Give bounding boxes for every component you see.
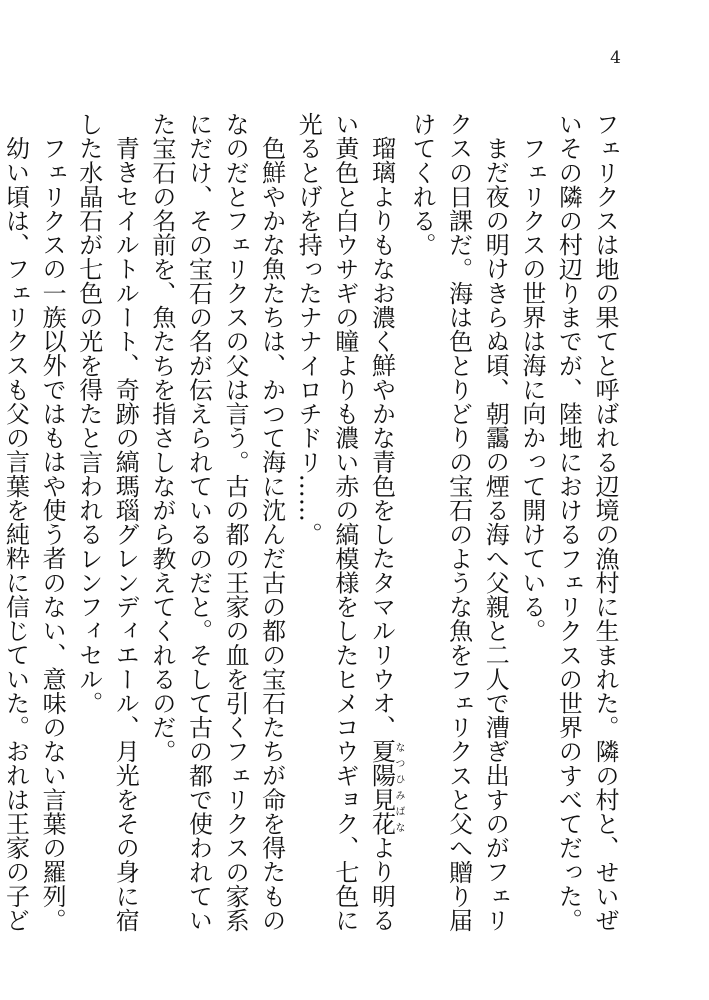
ruby-annotation: [367, 739, 404, 836]
vertical-text-body: [0, 112, 623, 952]
paragraph: [290, 112, 404, 952]
paragraph: [550, 112, 623, 952]
paragraph: [143, 112, 289, 952]
text-segment: 瑠璃よりもなお濃く鮮やかな青色をしたタマルリウオ、: [367, 136, 396, 739]
paragraph: [513, 112, 550, 952]
ruby-base: 夏陽見花: [367, 739, 396, 836]
text-segment: 青きセイルトルート、奇跡の縞瑪瑙グレンディエール、月光をその身に宿した水晶石が七色の光を得たと言われるレンフィセル。: [74, 112, 140, 932]
text-segment: フェリクスの一族以外ではもはや使う者のない、意味のない言葉の羅列。: [38, 136, 67, 932]
paragraph: [34, 112, 71, 952]
text-segment: 幼い頃は、フェリクスも父の言葉を純粋に信じていた。おれは王家の子ど: [1, 136, 30, 932]
paragraph: [70, 112, 143, 952]
ruby-reading: なつひみばな: [392, 739, 404, 836]
text-segment: フェリクスの世界は海に向かって開けている。: [517, 136, 546, 643]
text-segment: まだ夜の明けきらぬ頃、朝靄の煙る海へ父親と二人で漕ぎ出すのがフェリクスの日課だ。海は色とりどりの宝石のような魚をフェリクスと父へ贈り届けてくれる。: [408, 112, 510, 933]
paragraph: [403, 112, 513, 952]
text-segment: より明るい黄色と白ウサギの瞳よりも濃い赤の縞模様をしたヒメコウギョク、七色に光るとげを持ったナナイロチドリ……。: [294, 112, 396, 933]
page-number: 4: [610, 48, 621, 68]
text-segment: 色鮮やかな魚たちは、かつて海に沈んだ古の都の宝石たちが命を得たものなのだとフェリクスの父は言う。古の都の王家の血を引くフェリクスの家系にだけ、その宝石の名が伝えられているのだと。そして古の都で使われていた宝石の名前を、魚たちを指さしながら教えてくれるのだ。: [147, 112, 286, 933]
paragraph: [0, 112, 34, 952]
text-segment: フェリクスは地の果てと呼ばれる辺境の漁村に生まれた。隣の村と、せいぜいその隣の村辺りまでが、陸地におけるフェリクスの世界のすべてだった。: [554, 112, 619, 933]
